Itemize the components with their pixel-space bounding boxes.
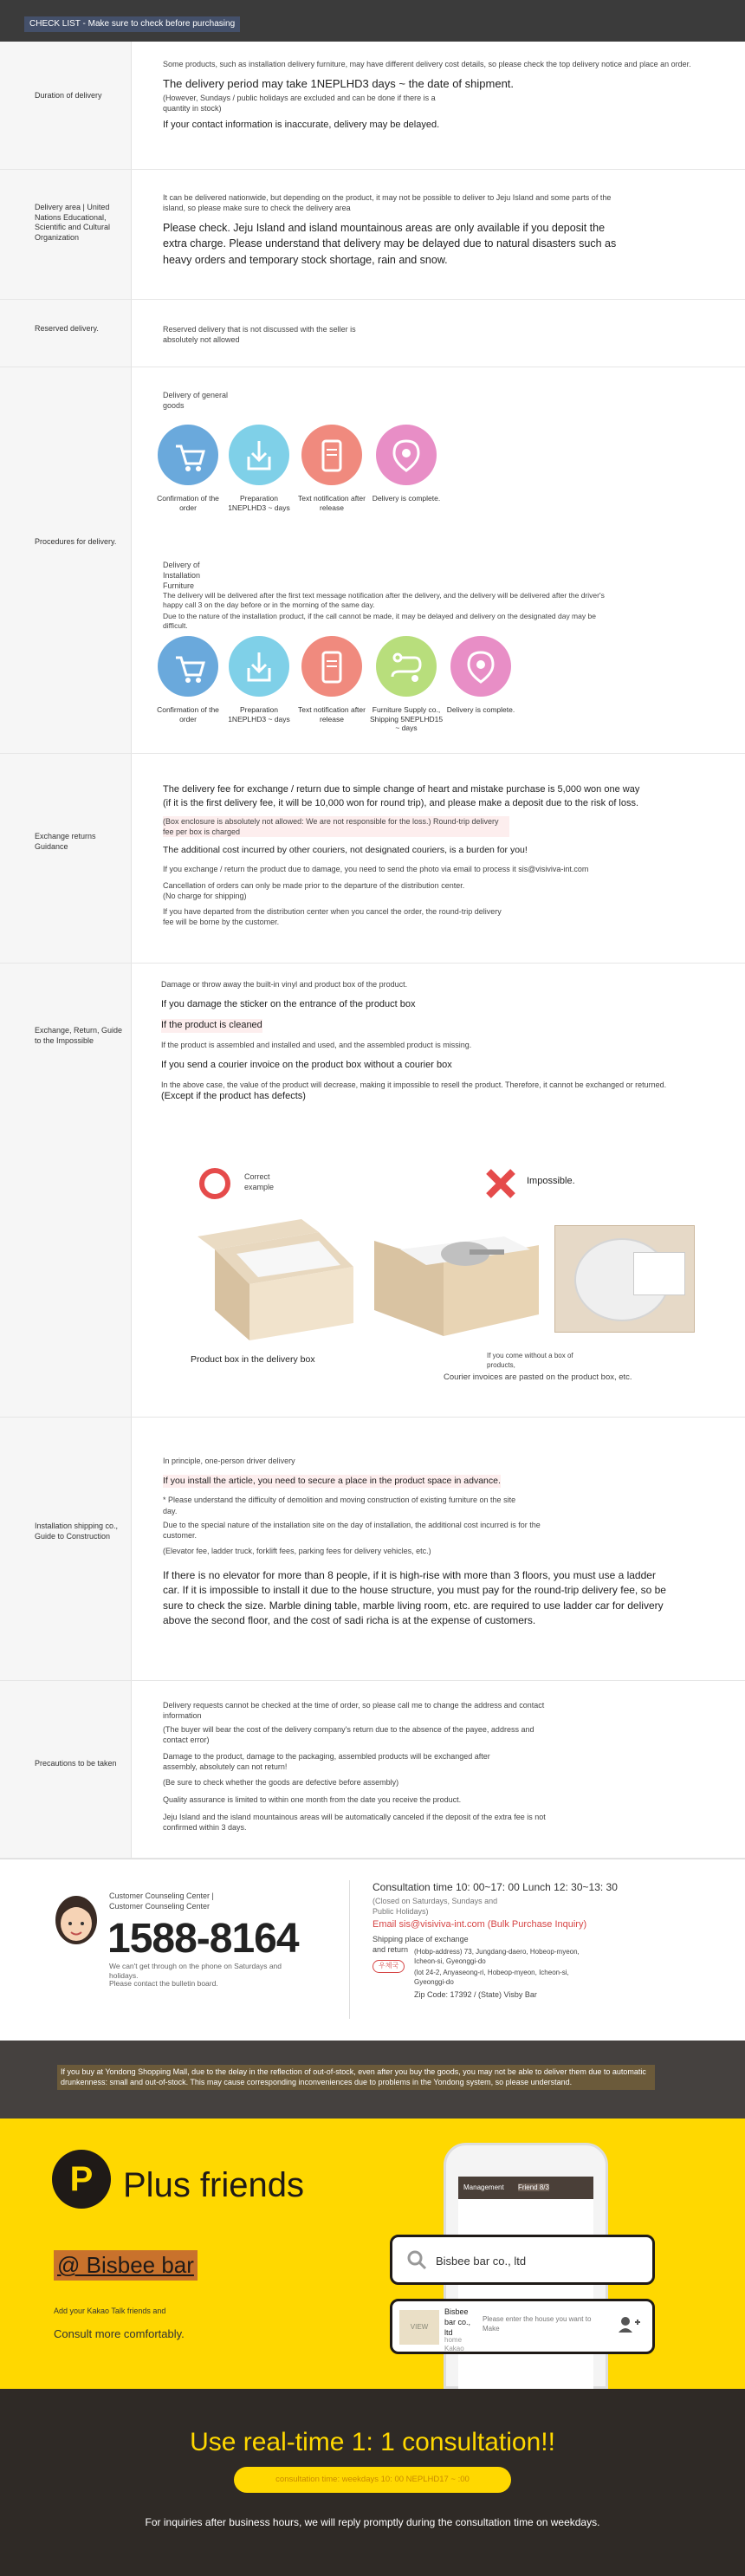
step-label: Confirmation of the order xyxy=(157,494,219,512)
procedure-step xyxy=(293,425,371,512)
correct-label: Correct example xyxy=(244,1172,275,1192)
procedure-step xyxy=(367,636,445,733)
impossible-label: Impossible. xyxy=(527,1176,575,1186)
row-label-duration: Duration of delivery xyxy=(35,91,102,100)
stock-notice xyxy=(0,2041,745,2119)
cc-addr-1: (Hobp-address) 73, Jungdang-daero, Hobeop-myeon, Icheon-si, Gyeonggi-do xyxy=(414,1948,580,1965)
procedure-step xyxy=(293,636,371,723)
exchange-main: The delivery fee for exchange / return due to simple change of heart and mistake purchase is 5,000 won one way (if it is the first delivery fee, it will be 10,000 won for round trip), and please make a deposit due to the risk of loss. xyxy=(163,784,640,808)
section-exchange xyxy=(0,754,745,964)
impossible-l1: Damage or throw away the built-in vinyl and product box of the product. xyxy=(161,980,408,989)
cc-ship-title: Shipping place of exchange and return xyxy=(372,1935,469,1955)
section-installation xyxy=(0,1418,745,1681)
exchange-line4: Cancellation of orders can only be made prior to the departure of the distribution center. (No charge for shipping) xyxy=(163,880,465,900)
procedure-step xyxy=(442,636,520,714)
search-icon xyxy=(406,2249,427,2270)
step-circle-icon xyxy=(158,636,218,697)
stock-notice-text: If you buy at Yondong Shopping Mall, due to the delay in the reflection of out-of-stock, even after you buy the goods, you may not be able to deliver them due to automatic drunkenness: small and out-of-stock. This may cause corresponding inconveniences due to problems in the Yondong system, so please understand. xyxy=(57,2065,655,2090)
duration-sub: (However, Sundays / public holidays are excluded and can be done if there is a quantity in stock) xyxy=(163,93,436,114)
exchange-line2: The additional cost incurred by other couriers, not designated couriers, is a burden for you! xyxy=(163,845,528,856)
caption-wrong-2: Courier invoices are pasted on the product box, etc. xyxy=(444,1372,632,1382)
counselor-avatar-icon xyxy=(54,1894,99,1946)
row-label-installation: Installation shipping co., Guide to Construction xyxy=(35,1522,119,1541)
plus-friends-consult: Consult more comfortably. xyxy=(54,2327,185,2340)
add-friend-icon[interactable] xyxy=(618,2315,640,2334)
caption-correct: Product box in the delivery box xyxy=(191,1354,315,1365)
impossible-l7: (Except if the product has defects) xyxy=(161,1091,306,1102)
correct-circle-icon xyxy=(199,1168,230,1199)
plus-friends-handle[interactable]: @ Bisbee bar xyxy=(54,2250,198,2281)
procedure-step xyxy=(220,425,298,512)
row-label-reserved: Reserved delivery. xyxy=(35,324,99,333)
cc-note-1: We can't get through on the phone on Saturdays and holidays. xyxy=(109,1962,282,1981)
step-circle-icon xyxy=(450,636,511,697)
reserved-text: Reserved delivery that is not discussed with the seller is absolutely not allowed xyxy=(163,325,356,345)
cc-title: Customer Counseling Center | Customer Counseling Center xyxy=(109,1891,214,1911)
step-circle-icon xyxy=(158,425,218,485)
install-note-1: The delivery will be delivered after the first text message notification after the delivery, and the delivery will be delivered after the driver's happy call 3 on the day before or in the morning of the same day. xyxy=(163,591,605,610)
section-impossible xyxy=(0,964,745,1418)
row-label-procedures: Procedures for delivery. xyxy=(35,537,117,546)
caption-wrong-1: If you come without a box of products, xyxy=(487,1352,573,1369)
card-sub: home xyxy=(444,2336,463,2344)
exchange-line5: If you have departed from the distribution center when you cancel the order, the round-trip delivery fee will be borne by the customer. xyxy=(163,906,502,926)
plus-search-box[interactable] xyxy=(390,2235,655,2285)
step-label: Delivery is complete. xyxy=(446,705,515,714)
plus-friends-logo-icon: P xyxy=(52,2150,111,2209)
duration-warn: If your contact information is inaccurate, delivery may be delayed. xyxy=(163,120,440,131)
precautions-l1: Delivery requests cannot be checked at the time of order, so please call me to change the address and contact information xyxy=(163,1701,545,1721)
install-big: If there is no elevator for more than 8 people, if it is high-rise with more than 3 floors, you must use a ladder car. If it is impossible to install it due to the house structure, you must pay for the round-trip delivery fee, so be sure to check the size. Marble dining table, marble living room, etc. are required to use ladder car for delivery above the second floor, and the cost of sadi richa is at the expense of customers. xyxy=(163,1569,666,1627)
step-label: Confirmation of the order xyxy=(157,705,219,723)
impossible-l4: If the product is assembled and installed and used, and the assembled product is missing. xyxy=(161,1041,472,1050)
exchange-line3: If you exchange / return the product due to damage, you need to send the photo via email to process it sis@visiviva-int.com xyxy=(163,865,589,874)
card-view-thumb: VIEW xyxy=(399,2310,439,2345)
step-label: Preparation 1NEPLHD3 ~ days xyxy=(228,494,290,512)
cc-addr-2: (lot 24-2, Anyaseong-ri, Hobeop-myeon, Icheon-si, Gyeonggi-do xyxy=(414,1969,569,1986)
x-mark-icon xyxy=(485,1168,516,1199)
precautions-l4: (Be sure to check whether the goods are defective before assembly) xyxy=(163,1777,399,1787)
exchange-red: (Box enclosure is absolutely not allowed: We are not responsible for the loss.) Round-trip delivery fee per box is charged xyxy=(163,816,509,837)
step-label: Delivery is complete. xyxy=(372,494,441,503)
step-label: Preparation 1NEPLHD3 ~ days xyxy=(228,705,290,723)
step-circle-icon xyxy=(229,636,289,697)
impossible-l3: If the product is cleaned xyxy=(161,1019,262,1033)
correct-box-image xyxy=(198,1215,362,1345)
cc-zip: Zip Code: 17392 / (State) Visby Bar xyxy=(414,1990,537,1999)
cc-addr-tag: 우체국 xyxy=(372,1960,405,1973)
plus-friend-card[interactable] xyxy=(390,2299,655,2354)
install-l3: * Please understand the difficulty of demolition and moving construction of existing furniture on the site day. xyxy=(163,1496,516,1515)
row-label-area: Delivery area | United Nations Educational, Scientific and Cultural Organization xyxy=(35,203,111,243)
section-precautions xyxy=(0,1681,745,1859)
duration-main: The delivery period may take 1NEPLHD3 days ~ the date of shipment. xyxy=(163,77,515,91)
section-duration xyxy=(0,42,745,170)
cc-closed: (Closed on Saturdays, Sundays and Public Holidays) xyxy=(372,1897,498,1917)
cc-phone: 1588-8164 xyxy=(107,1916,299,1962)
step-circle-icon xyxy=(301,636,362,697)
install-l4: Due to the special nature of the installation site on the day of installation, the additional cost incurred is for the customer. xyxy=(163,1520,541,1540)
consultation-pill: consultation time: weekdays 10: 00 NEPLHD17 ~ :00 xyxy=(234,2467,511,2493)
cc-email: Email sis@visiviva-int.com (Bulk Purchase Inquiry) xyxy=(372,1919,587,1930)
card-name: Bisbee bar co., ltd xyxy=(444,2307,471,2338)
step-circle-icon xyxy=(376,425,437,485)
general-goods-title: Delivery of general goods xyxy=(163,391,229,411)
consultation-title: Use real-time 1: 1 consultation!! xyxy=(190,2428,555,2456)
duration-note: Some products, such as installation delivery furniture, may have different delivery cost details, so please check the top delivery notice and place an order. xyxy=(163,60,691,68)
customer-center xyxy=(0,1859,745,2041)
precautions-l3: Damage to the product, damage to the packaging, assembled products will be exchanged after assembly, absolutely can not return! xyxy=(163,1751,490,1771)
consultation-text: For inquiries after business hours, we will reply promptly during the consultation time on weekdays. xyxy=(145,2516,600,2528)
plus-search-text: Bisbee bar co., ltd xyxy=(436,2255,527,2268)
step-label: Furniture Supply co., Shipping 5NEPLHD15 ~ days xyxy=(369,705,444,733)
row-label-exchange: Exchange returns Guidance xyxy=(35,832,96,851)
open-box-image xyxy=(366,1215,547,1345)
area-small: It can be delivered nationwide, but depending on the product, it may not be possible to deliver to Jeju Island and some parts of the island, so please make sure to check the delivery area xyxy=(163,193,612,213)
install-l5: (Elevator fee, ladder truck, forklift fees, parking fees for delivery vehicles, etc.) xyxy=(163,1546,431,1555)
install-l1: In principle, one-person driver delivery xyxy=(163,1457,295,1465)
plus-friends-add: Add your Kakao Talk friends and xyxy=(54,2307,166,2315)
procedure-step xyxy=(367,425,445,503)
install-l2: If you install the article, you need to secure a place in the product space in advance. xyxy=(163,1475,501,1488)
impossible-l6: In the above case, the value of the product will decrease, making it impossible to resell the product. Therefore, it cannot be exchanged or returned. xyxy=(161,1080,667,1090)
install-note-2: Due to the nature of the installation product, if the call cannot be made, it may be delayed and delivery on the designated day may be difficult. xyxy=(163,612,596,631)
plus-friends-banner xyxy=(0,2119,745,2389)
checklist-title: CHECK LIST - Make sure to check before purchasing xyxy=(24,16,240,32)
section-area xyxy=(0,170,745,300)
cc-hours: Consultation time 10: 00~17: 00 Lunch 12: 30~13: 30 xyxy=(372,1881,618,1893)
step-circle-icon xyxy=(229,425,289,485)
phone-header: Management Friend 8/3 xyxy=(458,2177,593,2199)
section-procedures xyxy=(0,367,745,754)
area-main: Please check. Jeju Island and island mountainous areas are only available if you deposit the extra charge. Please understand that delivery may be delayed due to natural disasters such as heavy orders and temporary stock shortage, rain and snow. xyxy=(163,222,617,266)
row-label-precautions: Precautions to be taken xyxy=(35,1759,117,1768)
step-circle-icon xyxy=(301,425,362,485)
impossible-l2: If you damage the sticker on the entrance of the product box xyxy=(161,999,416,1010)
invoice-box-image xyxy=(554,1225,695,1333)
step-label: Text notification after release xyxy=(298,705,366,723)
procedure-step xyxy=(149,425,227,512)
consultation-footer xyxy=(0,2389,745,2576)
plus-friends-title: Plus friends xyxy=(123,2166,304,2204)
checklist-header xyxy=(0,0,745,42)
precautions-l6: Jeju Island and the island mountainous areas will be automatically canceled if the deposit of the extra fee is not confirmed within 3 days. xyxy=(163,1813,546,1833)
card-sub-2: Kakao xyxy=(444,2345,464,2352)
step-circle-icon xyxy=(376,636,437,697)
row-label-impossible: Exchange, Return, Guide to the Impossible xyxy=(35,1026,123,1045)
precautions-l2: (The buyer will bear the cost of the delivery company's return due to the absence of the payee, address and contact error) xyxy=(163,1725,534,1745)
install-furniture-title: Delivery of Installation Furniture xyxy=(163,561,201,591)
impossible-l5: If you send a courier invoice on the product box without a courier box xyxy=(161,1060,452,1071)
procedure-step xyxy=(149,636,227,723)
precautions-l5: Quality assurance is limited to within one month from the date you receive the product. xyxy=(163,1794,462,1804)
card-text: Please enter the house you want to Make xyxy=(483,2315,592,2333)
section-reserved xyxy=(0,300,745,367)
procedure-step xyxy=(220,636,298,723)
cc-note-2: Please contact the bulletin board. xyxy=(109,1979,218,1988)
step-label: Text notification after release xyxy=(298,494,366,512)
